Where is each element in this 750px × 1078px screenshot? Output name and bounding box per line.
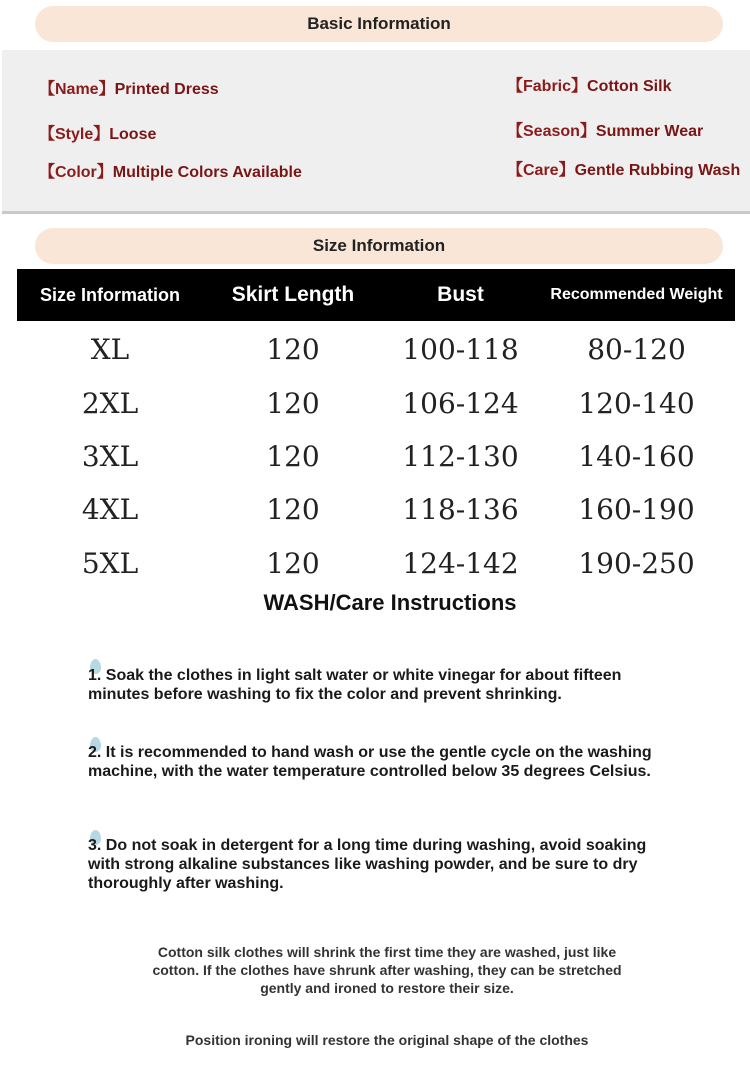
cell-skirt-length: 120 (266, 546, 320, 580)
attr-color-value: Multiple Colors Available (112, 164, 302, 181)
attr-fabric-value: Cotton Silk (587, 78, 672, 95)
attr-fabric-key: 【Fabric】 (507, 78, 588, 95)
cell-weight: 80-120 (587, 333, 686, 367)
care-instruction-1: 1. Soak the clothes in light salt water or white vinegar for about fifteen minutes before washing to fix the color and prevent shrinking. (88, 667, 622, 703)
cell-bust: 112-130 (402, 439, 519, 473)
cell-bust: 106-124 (402, 386, 519, 420)
cell-bust: 118-136 (402, 493, 519, 527)
attr-style (39, 121, 156, 144)
cell-weight: 140-160 (578, 439, 695, 473)
cell-bust: 124-142 (402, 546, 519, 580)
header-recommended-weight: Recommended Weight (550, 286, 723, 303)
header-bust: Bust (437, 283, 484, 306)
attr-season-value: Summer Wear (595, 123, 704, 140)
attr-name (39, 76, 219, 99)
attr-name-value: Printed Dress (114, 81, 219, 98)
attr-care (507, 157, 740, 180)
cell-skirt-length: 120 (266, 439, 320, 473)
attr-care-value: Gentle Rubbing Wash (574, 162, 741, 179)
cell-size: 3XL (81, 439, 139, 473)
cell-weight: 190-250 (578, 546, 695, 580)
cell-size: XL (90, 333, 130, 367)
attr-care-key: 【Care】 (507, 162, 575, 179)
shrink-note-text: Cotton silk clothes will shrink the first time they are washed, just like cotton. If the clothes have shrunk after washing, they can be stretched gently and ironed to restore their size. (152, 944, 622, 996)
cell-skirt-length: 120 (266, 493, 320, 527)
table-row (17, 483, 735, 536)
cell-weight: 160-190 (578, 493, 695, 527)
basic-information-title: Basic Information (35, 6, 723, 42)
cell-size: 2XL (81, 386, 139, 420)
ironing-note: Position ironing will restore the original shape of the clothes (185, 1032, 589, 1048)
attr-season-key: 【Season】 (507, 123, 596, 140)
header-size: Size Information (39, 284, 180, 305)
wash-care-title: WASH/Care Instructions (263, 590, 517, 615)
cell-skirt-length: 120 (266, 333, 320, 367)
attr-season (507, 118, 703, 141)
attr-name-key: 【Name】 (39, 81, 115, 98)
shrink-note (0, 943, 750, 997)
size-table-header (17, 269, 735, 321)
cell-weight: 120-140 (578, 386, 695, 420)
size-table-body (17, 323, 735, 590)
table-row (17, 430, 735, 483)
attr-fabric (507, 73, 671, 96)
care-instruction-2: 2. It is recommended to hand wash or use the gentle cycle on the washing machine, with the water temperature controlled below 35 degrees Celsius. (88, 744, 652, 780)
cell-skirt-length: 120 (266, 386, 320, 420)
basic-information-panel (2, 50, 750, 214)
cell-size: 5XL (81, 546, 139, 580)
table-row (17, 323, 735, 376)
care-instruction-3: 3. Do not soak in detergent for a long time during washing, avoid soaking with strong alkaline substances like washing powder, and be sure to dry thoroughly after washing. (88, 837, 647, 892)
cell-size: 4XL (81, 493, 139, 527)
attr-color (39, 159, 302, 182)
attr-style-key: 【Style】 (39, 126, 110, 143)
header-skirt-length: Skirt Length (231, 283, 355, 306)
attr-style-value: Loose (109, 126, 157, 143)
table-row (17, 376, 735, 429)
table-row (17, 537, 735, 590)
attr-color-key: 【Color】 (39, 164, 113, 181)
size-information-title: Size Information (35, 228, 723, 264)
cell-bust: 100-118 (402, 333, 519, 367)
